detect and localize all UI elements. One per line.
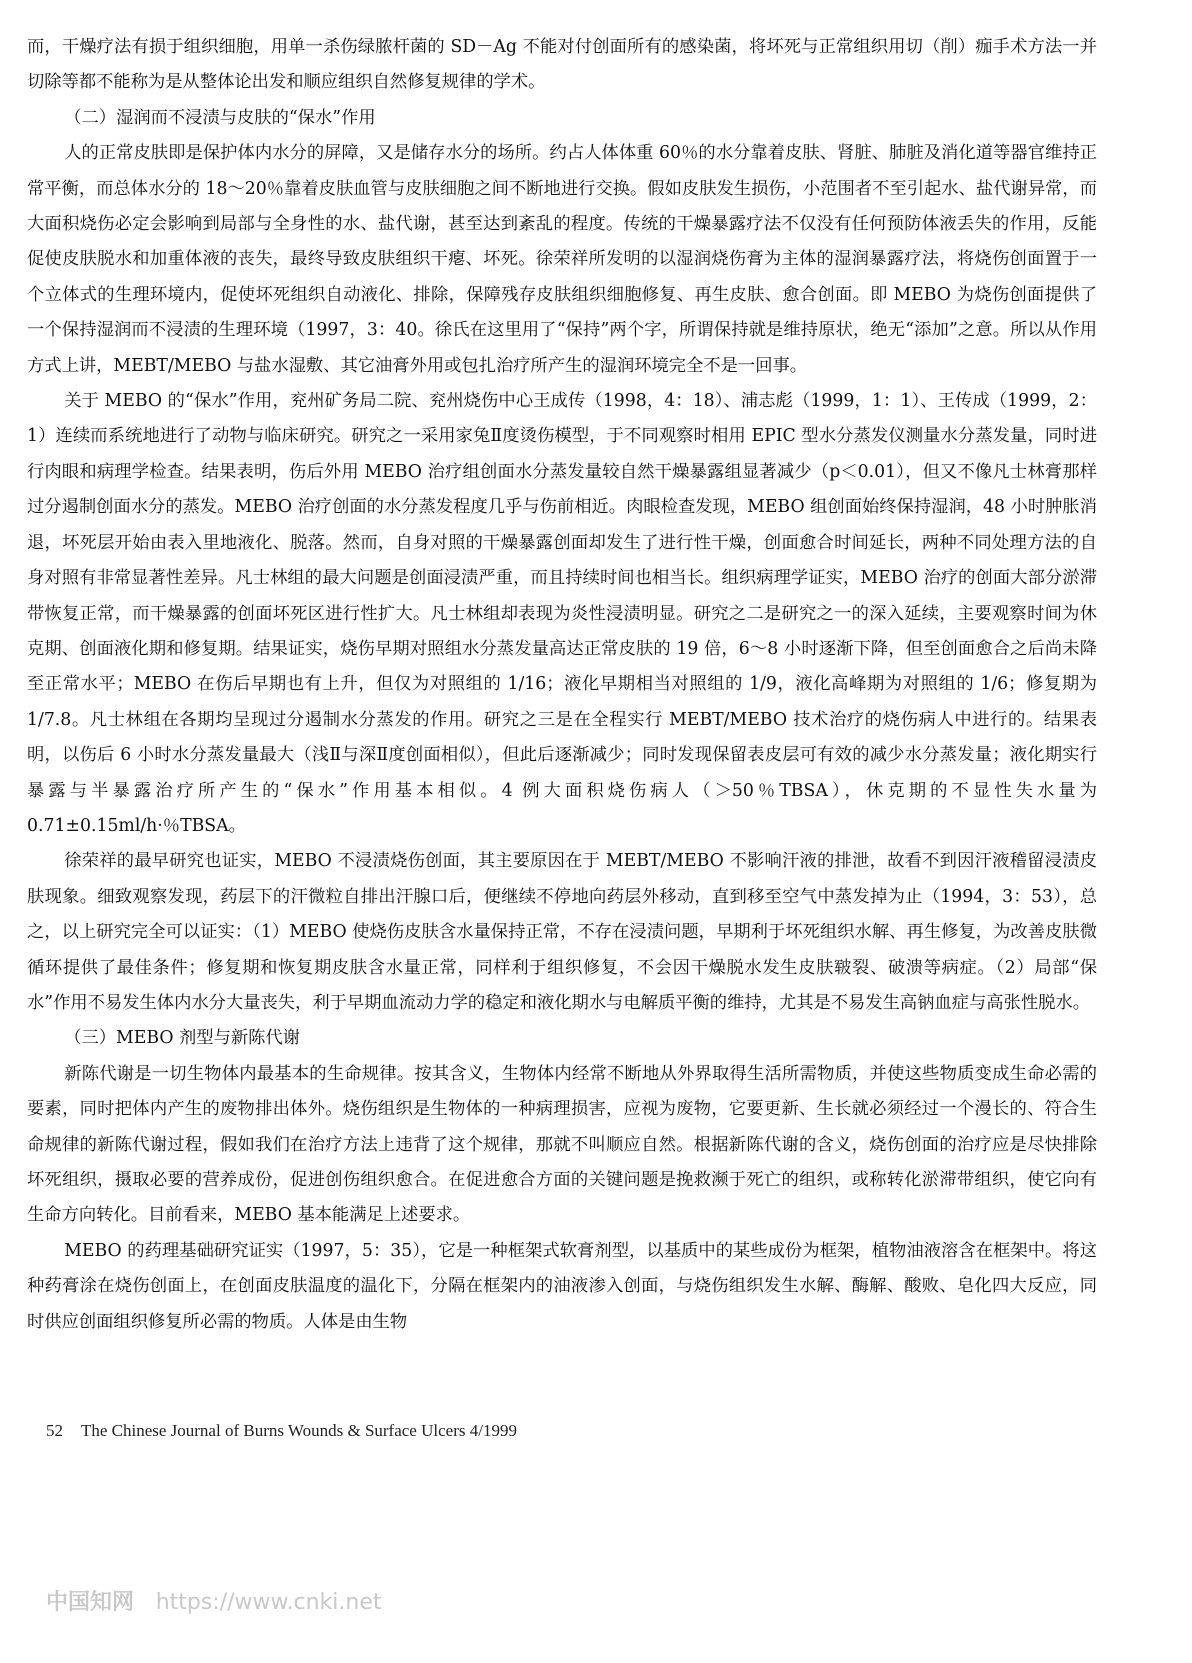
watermark-brand: 中国知网 — [46, 1590, 135, 1615]
paragraph: 人的正常皮肤即是保护体内水分的屏障，又是储存水分的场所。约占人体体重 60％的水分靠着皮肤、肾脏、肺脏及消化道等器官维持正常平衡，而总体水分的 18～20％靠着皮肤血管与皮肤细胞之间不断地进行交换。假如皮肤发生损伤，小范围者不至引起水、盐代谢异常，而大面积烧伤必定会影响到局部与全身性的水、盐代谢，甚至达到紊乱的程度。传统的干燥暴露疗法不仅没有任何预防体液丢失的作用，反能促使皮肤脱水和加重体液的丧失，最终导致皮肤组织干瘪、坏死。徐荣祥所发明的以湿润烧伤膏为主体的湿润暴露疗法，将烧伤创面置于一个立体式的生理环境内，促使坏死组织自动液化、排除，保障残存皮肤组织细胞修复、再生皮肤、愈合创面。即 MEBO 为烧伤创面提供了一个保持湿润而不浸渍的生理环境（1997，3：40。徐氏在这里用了“保持”两个字，所谓保持就是维持原状，绝无“添加”之意。所以从作用方式上讲，MEBT/MEBO 与盐水湿敷、其它油膏外用或包扎治疗所产生的湿润环境完全不是一回事。 — [27, 143, 1097, 376]
section-heading: （二）湿润而不浸渍与皮肤的“保水”作用 — [64, 107, 376, 128]
page-footer — [46, 1421, 517, 1441]
journal-name: The Chinese Journal of Burns Wounds & Surface Ulcers 4/1999 — [80, 1421, 517, 1440]
section-heading: （三）MEBO 剂型与新陈代谢 — [64, 1028, 300, 1049]
article-body — [27, 30, 1097, 1340]
watermark-url: https://www.cnki.net — [155, 1590, 382, 1615]
paragraph: MEBO 的药理基础研究证实（1997，5：35），它是一种框架式软膏剂型，以基质中的某些成份为框架，植物油液溶含在框架中。将这种药膏涂在烧伤创面上，在创面皮肤温度的温化下，分隔在框架内的油液渗入创面，与烧伤组织发生水解、酶解、酸败、皂化四大反应，同时供应创面组织修复所必需的物质。人体是由生物 — [27, 1240, 1097, 1332]
cnki-watermark — [46, 1585, 382, 1616]
paragraph: 新陈代谢是一切生物体内最基本的生命规律。按其含义，生物体内经常不断地从外界取得生活所需物质，并使这些物质变成生命必需的要素，同时把体内产生的废物排出体外。烧伤组织是生物体的一种病理损害，应视为废物，它要更新、生长就必须经过一个漫长的、符合生命规律的新陈代谢过程，假如我们在治疗方法上违背了这个规律，那就不叫顺应自然。根据新陈代谢的含义，烧伤创面的治疗应是尽快排除坏死组织，摄取必要的营养成份，促进创伤组织愈合。在促进愈合方面的关键问题是挽救濒于死亡的组织，或称转化淤滞带组织，使它向有生命方向转化。目前看来，MEBO 基本能满足上述要求。 — [27, 1063, 1097, 1226]
paragraph: 徐荣祥的最早研究也证实，MEBO 不浸渍烧伤创面，其主要原因在于 MEBT/MEBO 不影响汗液的排泄，故看不到因汗液稽留浸渍皮肤现象。细致观察发现，药层下的汗微粒自排出汗腺口后，便继续不停地向药层外移动，直到移至空气中蒸发掉为止（1994，3：53），总之，以上研究完全可以证实：（1）MEBO 使烧伤皮肤含水量保持正常，不存在浸渍问题，早期利于坏死组织水解、再生修复，为改善皮肤微循环提供了最佳条件；修复期和恢复期皮肤含水量正常，同样利于组织修复，不会因干燥脱水发生皮肤皲裂、破溃等病症。（2）局部“保水”作用不易发生体内水分大量丧失，利于早期血流动力学的稳定和液化期水与电解质平衡的维持，尤其是不易发生高钠血症与高张性脱水。 — [27, 851, 1097, 1013]
paragraph: 关于 MEBO 的“保水”作用，兖州矿务局二院、兖州烧伤中心王成传（1998，4：18）、浦志彪（1999，1：1）、王传成（1999，2：1）连续而系统地进行了动物与临床研究。研究之一采用家兔Ⅱ度烫伤模型，于不同观察时相用 EPIC 型水分蒸发仪测量水分蒸发量，同时进行肉眼和病理学检查。结果表明，伤后外用 MEBO 治疗组创面水分蒸发量较自然干燥暴露组显著减少（p＜0.01），但又不像凡士林膏那样过分遏制创面水分的蒸发。MEBO 治疗创面的水分蒸发程度几乎与伤前相近。肉眼检查发现，MEBO 组创面始终保持湿润，48 小时肿胀消退，坏死层开始由表入里地液化、脱落。然而，自身对照的干燥暴露创面却发生了进行性干燥，创面愈合时间延长，两种不同处理方法的自身对照有非常显著性差异。凡士林组的最大问题是创面浸渍严重，而且持续时间也相当长。组织病理学证实，MEBO 治疗的创面大部分淤滞带恢复正常，而干燥暴露的创面坏死区进行性扩大。凡士林组却表现为炎性浸渍明显。研究之二是研究之一的深入延续，主要观察时间为休克期、创面液化期和修复期。结果证实，烧伤早期对照组水分蒸发量高达正常皮肤的 19 倍，6～8 小时逐渐下降，但至创面愈合之后尚未降至正常水平；MEBO 在伤后早期也有上升，但仅为对照组的 1/16；液化早期相当对照组的 1/9，液化高峰期为对照组的 1/6；修复期为 1/7.8。凡士林组在各期均呈现过分遏制水分蒸发的作用。研究之三是在全程实行 MEBT/MEBO 技术治疗的烧伤病人中进行的。结果表明，以伤后 6 小时水分蒸发量最大（浅Ⅱ与深Ⅱ度创面相似），但此后逐渐减少；同时发现保留表皮层可有效的减少水分蒸发量；液化期实行暴露与半暴露治疗所产生的“保水”作用基本相似。4 例大面积烧伤病人（＞50％TBSA），休克期的不显性失水量为 0.71±0.15ml/h·％TBSA。 — [27, 391, 1097, 836]
page-number: 52 — [46, 1421, 63, 1440]
paragraph: 而，干燥疗法有损于组织细胞，用单一杀伤绿脓杆菌的 SD－Ag 不能对付创面所有的感染菌，将坏死与正常组织用切（削）痂手术方法一并切除等都不能称为是从整体论出发和顺应组织自然修复规律的学术。 — [27, 37, 1097, 93]
